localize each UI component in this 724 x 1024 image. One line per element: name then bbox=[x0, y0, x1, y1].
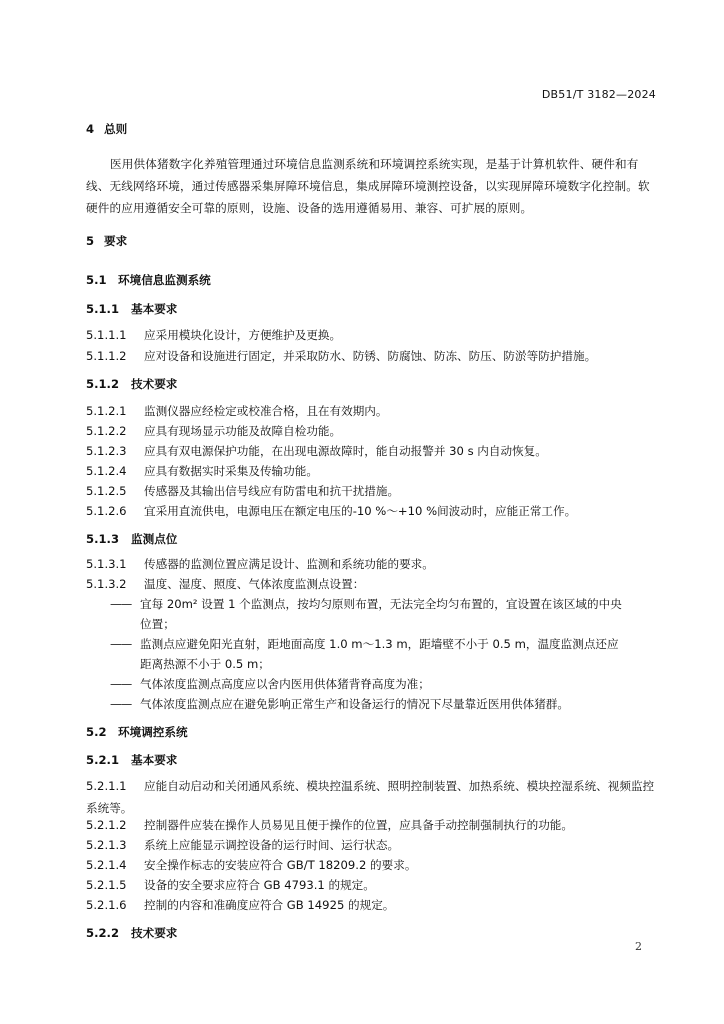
clause-5-1-2-5 bbox=[86, 483, 656, 499]
section-number: 5 bbox=[86, 234, 95, 248]
section-title: 环境信息监测系统 bbox=[118, 273, 211, 287]
clause-text: 应具有数据实时采集及传输功能。 bbox=[144, 464, 318, 478]
clause-5-1-2-2 bbox=[86, 423, 656, 439]
clause-5-1-2-4 bbox=[86, 463, 656, 479]
section-5-1-3-heading bbox=[86, 531, 656, 547]
clause-5-2-1-6 bbox=[86, 897, 656, 913]
clause-number: 5.1.3.2 bbox=[86, 577, 127, 591]
clause-number: 5.1.3.1 bbox=[86, 557, 127, 571]
clause-number: 5.1.1.1 bbox=[86, 328, 127, 342]
section-title: 技术要求 bbox=[131, 926, 178, 940]
bullet-continuation: 位置； bbox=[140, 617, 175, 631]
section-title: 监测点位 bbox=[131, 532, 178, 546]
section-title: 技术要求 bbox=[131, 377, 178, 391]
bullet-text: 监测点应避免阳光直射，距地面高度 1.0 m～1.3 m，距墙壁不小于 0.5 m，温度监测点还应 bbox=[140, 637, 619, 651]
clause-5-2-1-1 bbox=[86, 775, 656, 819]
section-4-paragraph: 医用供体猪数字化养殖管理通过环境信息监测系统和环境调控系统实现，是基于计算机软件、硬件和有线、无线网络环境，通过传感器采集屏障环境信息，集成屏障环境测控设备，以实现屏障环境数字化控制。软硬件的应用遵循安全可靠的原则，设施、设备的选用遵循易用、兼容、可扩展的原则。 bbox=[86, 157, 650, 215]
clause-5-1-1-1 bbox=[86, 327, 656, 343]
clause-text: 应具有双电源保护功能，在出现电源故障时，能自动报警并 30 s 内自动恢复。 bbox=[144, 444, 547, 458]
section-number: 5.1.1 bbox=[86, 302, 120, 316]
section-5-2-heading bbox=[86, 724, 656, 740]
clause-5-2-1-4 bbox=[86, 857, 656, 873]
clause-text: 控制器件应装在操作人员易见且便于操作的位置，应具备手动控制强制执行的功能。 bbox=[144, 818, 573, 832]
clause-5-1-2-6 bbox=[86, 503, 656, 519]
clause-number: 5.1.2.4 bbox=[86, 464, 127, 478]
bullet-item bbox=[110, 676, 658, 692]
clause-text: 传感器及其输出信号线应有防雷电和抗干扰措施。 bbox=[144, 484, 400, 498]
dash-mark: —— bbox=[110, 677, 132, 691]
clause-5-1-3-2 bbox=[86, 576, 656, 592]
clause-number: 5.1.1.2 bbox=[86, 349, 127, 363]
bullet-item bbox=[110, 596, 658, 612]
clause-5-1-2-1 bbox=[86, 403, 656, 419]
bullet-text: 宜每 20m² 设置 1 个监测点，按均匀原则布置，无法完全均匀布置的，宜设置在该区域的中央 bbox=[140, 597, 622, 611]
section-title: 环境调控系统 bbox=[118, 725, 188, 739]
clause-text: 控制的内容和准确度应符合 GB 14925 的规定。 bbox=[144, 898, 395, 912]
clause-text: 设备的安全要求应符合 GB 4793.1 的规定。 bbox=[144, 878, 375, 892]
page-number: 2 bbox=[635, 940, 642, 953]
bullet-item bbox=[110, 636, 658, 652]
clause-number: 5.2.1.1 bbox=[86, 779, 127, 793]
section-number: 5.1.3 bbox=[86, 532, 120, 546]
clause-text: 安全操作标志的安装应符合 GB/T 18209.2 的要求。 bbox=[144, 858, 417, 872]
clause-number: 5.1.2.2 bbox=[86, 424, 127, 438]
section-title: 基本要求 bbox=[131, 753, 178, 767]
clause-text: 应能自动启动和关闭通风系统、模块控温系统、照明控制装置、加热系统、模块控湿系统、视频监控系统等。 bbox=[86, 779, 655, 815]
clause-text: 监测仪器应经检定或校准合格，且在有效期内。 bbox=[144, 404, 388, 418]
clause-text: 系统上应能显示调控设备的运行时间、运行状态。 bbox=[144, 838, 400, 852]
section-title: 总则 bbox=[104, 122, 128, 136]
section-5-heading bbox=[86, 233, 656, 249]
clause-5-1-1-2 bbox=[86, 348, 656, 364]
clause-number: 5.2.1.2 bbox=[86, 818, 127, 832]
section-5-2-2-heading bbox=[86, 925, 656, 941]
clause-text: 传感器的监测位置应满足设计、监测和系统功能的要求。 bbox=[144, 557, 434, 571]
clause-5-1-2-3 bbox=[86, 443, 656, 459]
section-number: 5.1.2 bbox=[86, 377, 120, 391]
clause-number: 5.2.1.5 bbox=[86, 878, 127, 892]
clause-number: 5.1.2.6 bbox=[86, 504, 127, 518]
section-5-1-1-heading bbox=[86, 301, 656, 317]
section-5-1-2-heading bbox=[86, 376, 656, 392]
clause-number: 5.1.2.1 bbox=[86, 404, 127, 418]
clause-number: 5.2.1.6 bbox=[86, 898, 127, 912]
clause-text: 宜采用直流供电，电源电压在额定电压的-10 %～+10 %间波动时，应能正常工作。 bbox=[144, 504, 577, 518]
clause-5-1-3-1 bbox=[86, 556, 656, 572]
bullet-item bbox=[110, 696, 658, 712]
bullet-text: 气体浓度监测点应在避免影响正常生产和设备运行的情况下尽量靠近医用供体猪群。 bbox=[140, 697, 569, 711]
bullet-continuation: 距离热源不小于 0.5 m； bbox=[140, 657, 270, 671]
section-number: 4 bbox=[86, 122, 95, 136]
clause-text: 应对设备和设施进行固定，并采取防水、防锈、防腐蚀、防冻、防压、防淤等防护措施。 bbox=[144, 349, 597, 363]
clause-number: 5.2.1.3 bbox=[86, 838, 127, 852]
clause-number: 5.1.2.5 bbox=[86, 484, 127, 498]
section-4-heading bbox=[86, 121, 656, 137]
section-number: 5.2.1 bbox=[86, 753, 120, 767]
section-number: 5.1 bbox=[86, 273, 107, 287]
section-5-2-1-heading bbox=[86, 752, 656, 768]
section-title: 要求 bbox=[104, 234, 128, 248]
section-5-1-heading bbox=[86, 272, 656, 288]
bullet-text: 气体浓度监测点高度应以舍内医用供体猪背脊高度为准； bbox=[140, 677, 430, 691]
clause-5-2-1-5 bbox=[86, 877, 656, 893]
dash-mark: —— bbox=[110, 637, 132, 651]
clause-text: 应采用模块化设计，方便维护及更换。 bbox=[144, 328, 342, 342]
clause-number: 5.1.2.3 bbox=[86, 444, 127, 458]
document-code: DB51/T 3182—2024 bbox=[541, 88, 656, 101]
dash-mark: —— bbox=[110, 597, 132, 611]
dash-mark: —— bbox=[110, 697, 132, 711]
clause-5-2-1-2 bbox=[86, 817, 656, 833]
section-title: 基本要求 bbox=[131, 302, 178, 316]
section-number: 5.2.2 bbox=[86, 926, 120, 940]
clause-text: 温度、湿度、照度、气体浓度监测点设置： bbox=[144, 577, 365, 591]
clause-number: 5.2.1.4 bbox=[86, 858, 127, 872]
clause-text: 应具有现场显示功能及故障自检功能。 bbox=[144, 424, 342, 438]
section-number: 5.2 bbox=[86, 725, 107, 739]
clause-5-2-1-3 bbox=[86, 837, 656, 853]
